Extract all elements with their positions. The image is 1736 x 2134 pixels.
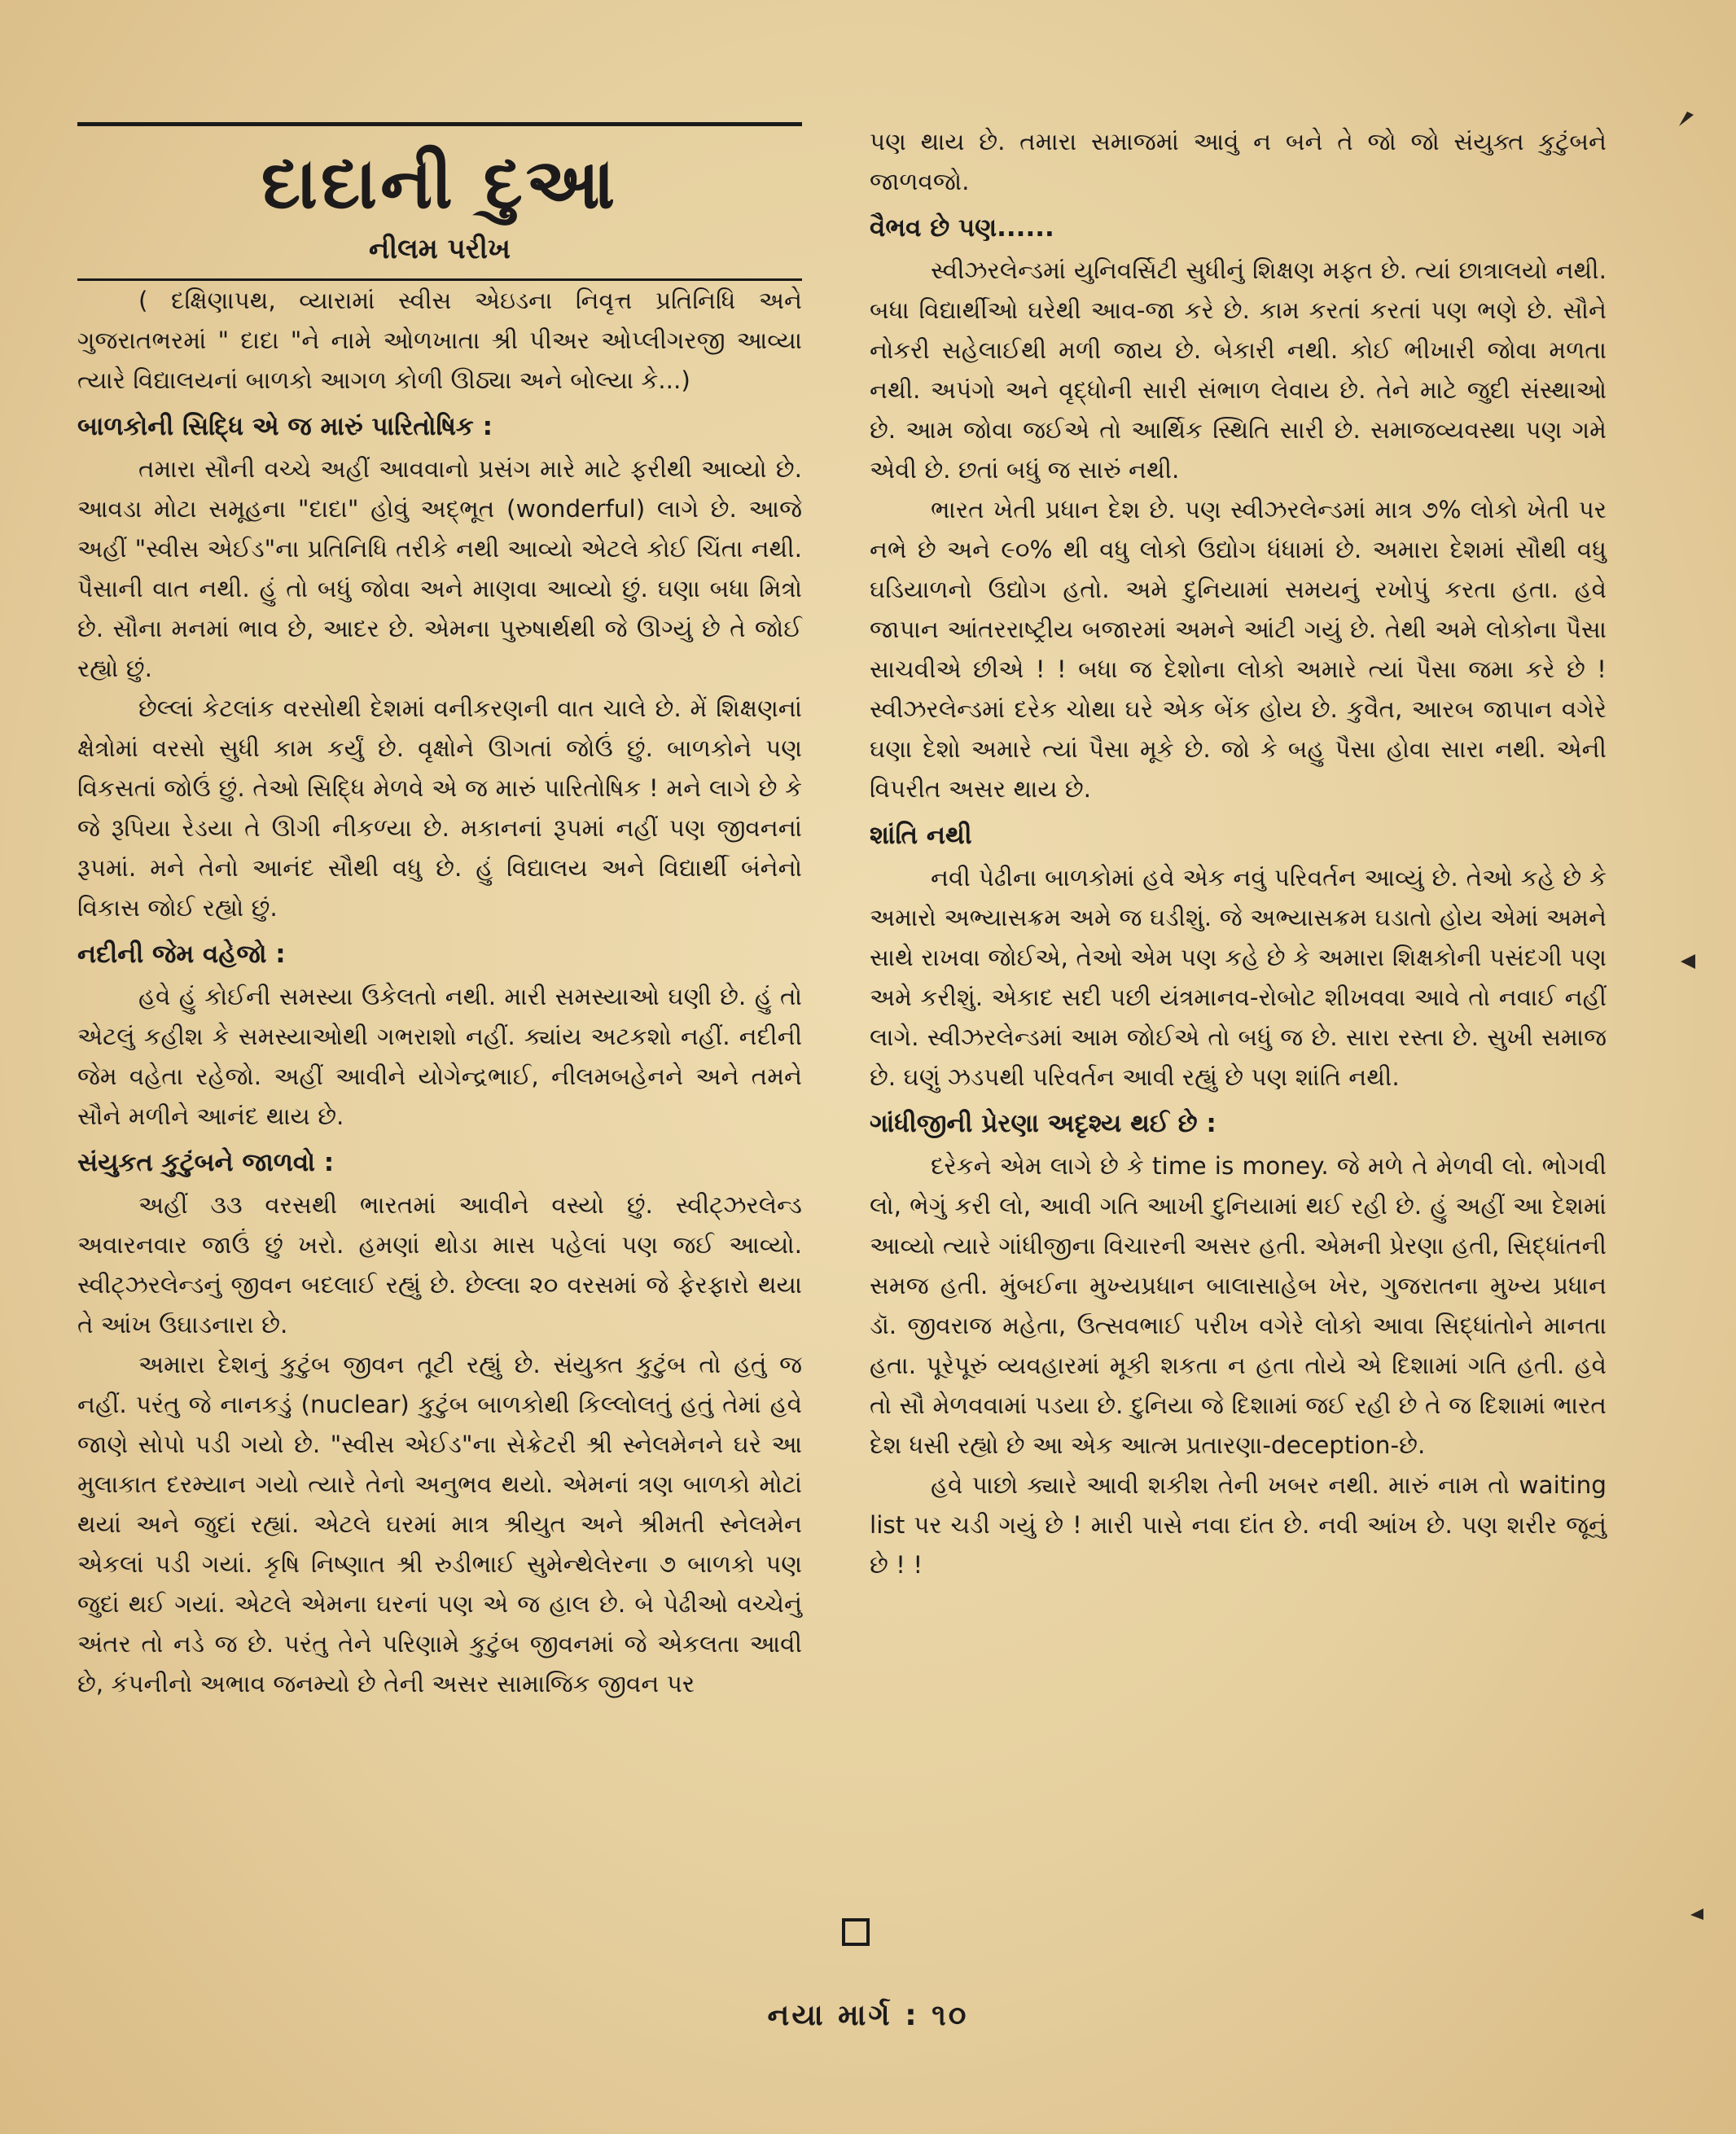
page-footer: નયા માર્ગ : ૧૦: [767, 1999, 969, 2032]
section-heading-gandhi-inspiration: ગાંધીજીની પ્રેરણા અદૃશ્ય થઈ છે :: [870, 1109, 1217, 1138]
left-column: [77, 122, 802, 1704]
section-heading-flow-like-river: નદીની જેમ વહેજો :: [77, 939, 286, 969]
paragraph: તમારા સૌની વચ્ચે અહીં આવવાનો પ્રસંગ મારે માટે ફરીથી આવ્યો છે. આવડા મોટા સમૂહના "દાદા" હોવું અદ્ભૂત (wonderful) લાગે છે. આજે અહીં "સ્વીસ એઈડ"ના પ્રતિનિધિ તરીકે નથી આવ્યો એટલે કોઈ ચિંતા નથી. પૈસાની વાત નથી. હું તો બધું જોવા અને માણવા આવ્યો છું. ઘણા બધા મિત્રો છે. સૌના મનમાં ભાવ છે, આદર છે. એમના પુરુષાર્થથી જે ઊગ્યું છે તે જોઈ રહ્યો છું.: [77, 454, 802, 682]
paper-tear-mark-icon: [1677, 110, 1695, 128]
section-heading-no-peace: શાંતિ નથી: [870, 821, 972, 850]
paragraph: અમારા દેશનું કુટુંબ જીવન તૂટી રહ્યું છે. સંયુક્ત કુટુંબ તો હતું જ નહીં. પરંતુ જે નાનકડું (nuclear) કુટુંબ બાળકોથી કિલ્લોલતું હતું તેમાં હવે જાણે સોપો પડી ગયો છે. "સ્વીસ એઈડ"ના સેક્રેટરી શ્રી સ્નેલમેનને ઘરે આ મુલાકાત દરમ્યાન ગયો ત્યારે તેનો અનુભવ થયો. એમનાં ત્રણ બાળકો મોટાં થયાં અને જુદાં રહ્યાં. એટલે ઘરમાં માત્ર શ્રીયુત અને શ્રીમતી સ્નેલમેન એકલાં પડી ગયાં. કૃષિ નિષ્ણાત શ્રી રુડીભાઈ સુમેન્થેલેરના ૭ બાળકો પણ જુદાં થઈ ગયાં. એટલે એમના ઘરનાં પણ એ જ હાલ છે. બે પેઢીઓ વચ્ચેનું અંતર તો નડે જ છે. પરંતુ તેને પરિણામે કુટુંબ જીવનમાં જે એકલતા આવી છે, કંપનીનો અભાવ જનમ્યો છે તેની અસર સામાજિક જીવન પર: [77, 1350, 802, 1698]
paragraph: હવે હું કોઈની સમસ્યા ઉકેલતો નથી. મારી સમસ્યાઓ ઘણી છે. હું તો એટલું કહીશ કે સમસ્યાઓથી ગભરાશો નહીં. ક્યાંય અટકશો નહીં. નદીની જેમ વહેતા રહેજો. અહીં આવીને યોગેન્દ્રભાઈ, નીલમબહેનને અને તમને સૌને મળીને આનંદ થાય છે.: [77, 982, 802, 1130]
paragraph: અહીં ૩૩ વરસથી ભારતમાં આવીને વસ્યો છું. સ્વીટ્ઝરલેન્ડ અવારનવાર જાઉં છું ખરો. હમણાં થોડા માસ પહેલાં પણ જઈ આવ્યો. સ્વીટ્ઝરલેન્ડનું જીવન બદલાઈ રહ્યું છે. છેલ્લા ૨૦ વરસમાં જે ફેરફારો થયા તે આંખ ઉઘાડનારા છે.: [77, 1190, 802, 1339]
paragraph: ભારત ખેતી પ્રધાન દેશ છે. પણ સ્વીઝરલેન્ડમાં માત્ર ૭% લોકો ખેતી પર નભે છે અને ૯૦% થી વધુ લોકો ઉદ્યોગ ધંધામાં છે. અમારા દેશમાં સૌથી વધુ ઘડિયાળનો ઉદ્યોગ હતો. અમે દુનિયામાં સમયનું રખોપું કરતા હતા. હવે જાપાન આંતરરાષ્ટ્રીય બજારમાં અમને આંટી ગયું છે. તેથી અમે લોકોના પૈસા સાચવીએ છીએ ! ! બધા જ દેશોના લોકો અમારે ત્યાં પૈસા જમા કરે છે ! સ્વીઝરલેન્ડમાં દરેક ચોથા ઘરે એક બેંક હોય છે. કુવૈત, આરબ જાપાન વગેરે ઘણા દેશો અમારે ત્યાં પૈસા મૂકે છે. જો કે બહુ પૈસા હોવા સારા નથી. એની વિપરીત અસર થાય છે.: [870, 496, 1607, 803]
section-heading-prosperity: વૈભવ છે પણ......: [870, 213, 1054, 243]
paper-tear-mark-icon: [1677, 953, 1695, 971]
paper-tear-mark-icon: [1686, 1905, 1703, 1923]
section-heading-childrens-achievement: બાળકોની સિદ્ધિ એ જ મારું પારિતોષિક :: [77, 411, 493, 441]
paragraph: દરેકને એમ લાગે છે કે time is money. જે મળે તે મેળવી લો. ભોગવી લો, ભેગું કરી લો, આવી ગતિ આખી દુનિયામાં થઈ રહી છે. હું અહીં આ દેશમાં આવ્યો ત્યારે ગાંધીજીના વિચારની અસર હતી. એમની પ્રેરણા હતી, સિદ્ધાંતની સમજ હતી. મુંબઈના મુખ્યપ્રધાન બાલાસાહેબ ખેર, ગુજરાતના મુખ્ય પ્રધાન ડૉ. જીવરાજ મહેતા, ઉત્સવભાઈ પરીખ વગેરે લોકો આવા સિદ્ધાંતોને માનતા હતા. પૂરેપૂરું વ્યવહારમાં મૂકી શકતા ન હતા તોયે એ દિશામાં ગતિ હતી. હવે તો સૌ મેળવવામાં પડયા છે. દુનિયા જે દિશામાં જઈ રહી છે તે જ દિશામાં ભારત દેશ ધસી રહ્યો છે આ એક આત્મ પ્રતારણા-deception-છે.: [870, 1152, 1607, 1459]
article-title: દાદાની દુઆ: [261, 143, 619, 225]
end-of-article-square-icon: [842, 1918, 870, 1946]
paragraph: સ્વીઝરલેન્ડમાં યુનિવર્સિટી સુધીનું શિક્ષણ મફત છે. ત્યાં છાત્રાલયો નથી. બધા વિદ્યાર્થીઓ ઘરેથી આવ-જા કરે છે. કામ કરતાં કરતાં પણ ભણે છે. સૌને નોકરી સહેલાઈથી મળી જાય છે. બેકારી નથી. કોઈ ભીખારી જોવા મળતા નથી. અપંગો અને વૃદ્ધોની સારી સંભાળ લેવાય છે. તેને માટે જુદી સંસ્થાઓ છે. આમ જોવા જઈએ તો આર્થિક સ્થિતિ સારી છે. સમાજવ્યવસ્થા પણ ગમે એવી છે. છતાં બધું જ સારું નથી.: [870, 256, 1607, 484]
paragraph: નવી પેઢીના બાળકોમાં હવે એક નવું પરિવર્તન આવ્યું છે. તેઓ કહે છે કે અમારો અભ્યાસક્રમ અમે જ ઘડીશું. જે અભ્યાસક્રમ ઘડાતો હોય એમાં અમને સાથે રાખવા જોઈએ, તેઓ એમ પણ કહે છે કે અમારા શિક્ષકોની પસંદગી પણ અમે કરીશું. એકાદ સદી પછી યંત્રમાનવ-રોબોટ શીખવવા આવે તો નવાઈ નહીં લાગે. સ્વીઝરલેન્ડમાં આમ જોઈએ તો બધું જ છે. સારા રસ્તા છે. સુખી સમાજ છે. ઘણું ઝડપથી પરિવર્તન આવી રહ્યું છે પણ શાંતિ નથી.: [870, 864, 1607, 1091]
section-heading-joint-family: સંયુકત કુટુંબને જાળવો :: [77, 1147, 335, 1177]
article-author: નીલમ પરીખ: [369, 232, 511, 265]
paragraph-continued: પણ થાય છે. તમારા સમાજમાં આવું ન બને તે જો જો સંયુક્ત કુટુંબને જાળવજો.: [870, 128, 1607, 195]
paragraph: હવે પાછો ક્યારે આવી શકીશ તેની ખબર નથી. મારું નામ તો waiting list પર ચડી ગયું છે ! મારી પાસે નવા દાંત છે. નવી આંખ છે. પણ શરીર જૂનું છે ! !: [870, 1471, 1607, 1579]
paragraph: છેલ્લાં કેટલાંક વરસોથી દેશમાં વનીકરણની વાત ચાલે છે. મેં શિક્ષણનાં ક્ષેત્રોમાં વરસો સુધી કામ કર્યું છે. વૃક્ષોને ઊગતાં જોઉં છું. બાળકોને પણ વિકસતાં જોઉં છું. તેઓ સિદ્ધિ મેળવે એ જ મારું પારિતોષિક ! મને લાગે છે કે જે રૂપિયા રેડયા તે ઊગી નીકળ્યા છે. મકાનનાં રૂપમાં નહીં પણ જીવનનાં રૂપમાં. મને તેનો આનંદ સૌથી વધુ છે. હું વિદ્યાલય અને વિદ્યાર્થી બંનેનો વિકાસ જોઈ રહ્યો છું.: [77, 694, 802, 922]
title-top-rule: [77, 122, 802, 126]
right-column: [870, 122, 1607, 1585]
article-intro: ( દક્ષિણાપથ, વ્યારામાં સ્વીસ એઇડના નિવૃત્ત પ્રતિનિધિ અને ગુજરાતભરમાં " દાદા "ને નામે ઓળખાતા શ્રી પીઅર ઓપ્લીગરજી આવ્યા ત્યારે વિદ્યાલયનાં બાળકો આગળ કોળી ઊઠ્યા અને બોલ્યા કે...): [77, 286, 802, 394]
